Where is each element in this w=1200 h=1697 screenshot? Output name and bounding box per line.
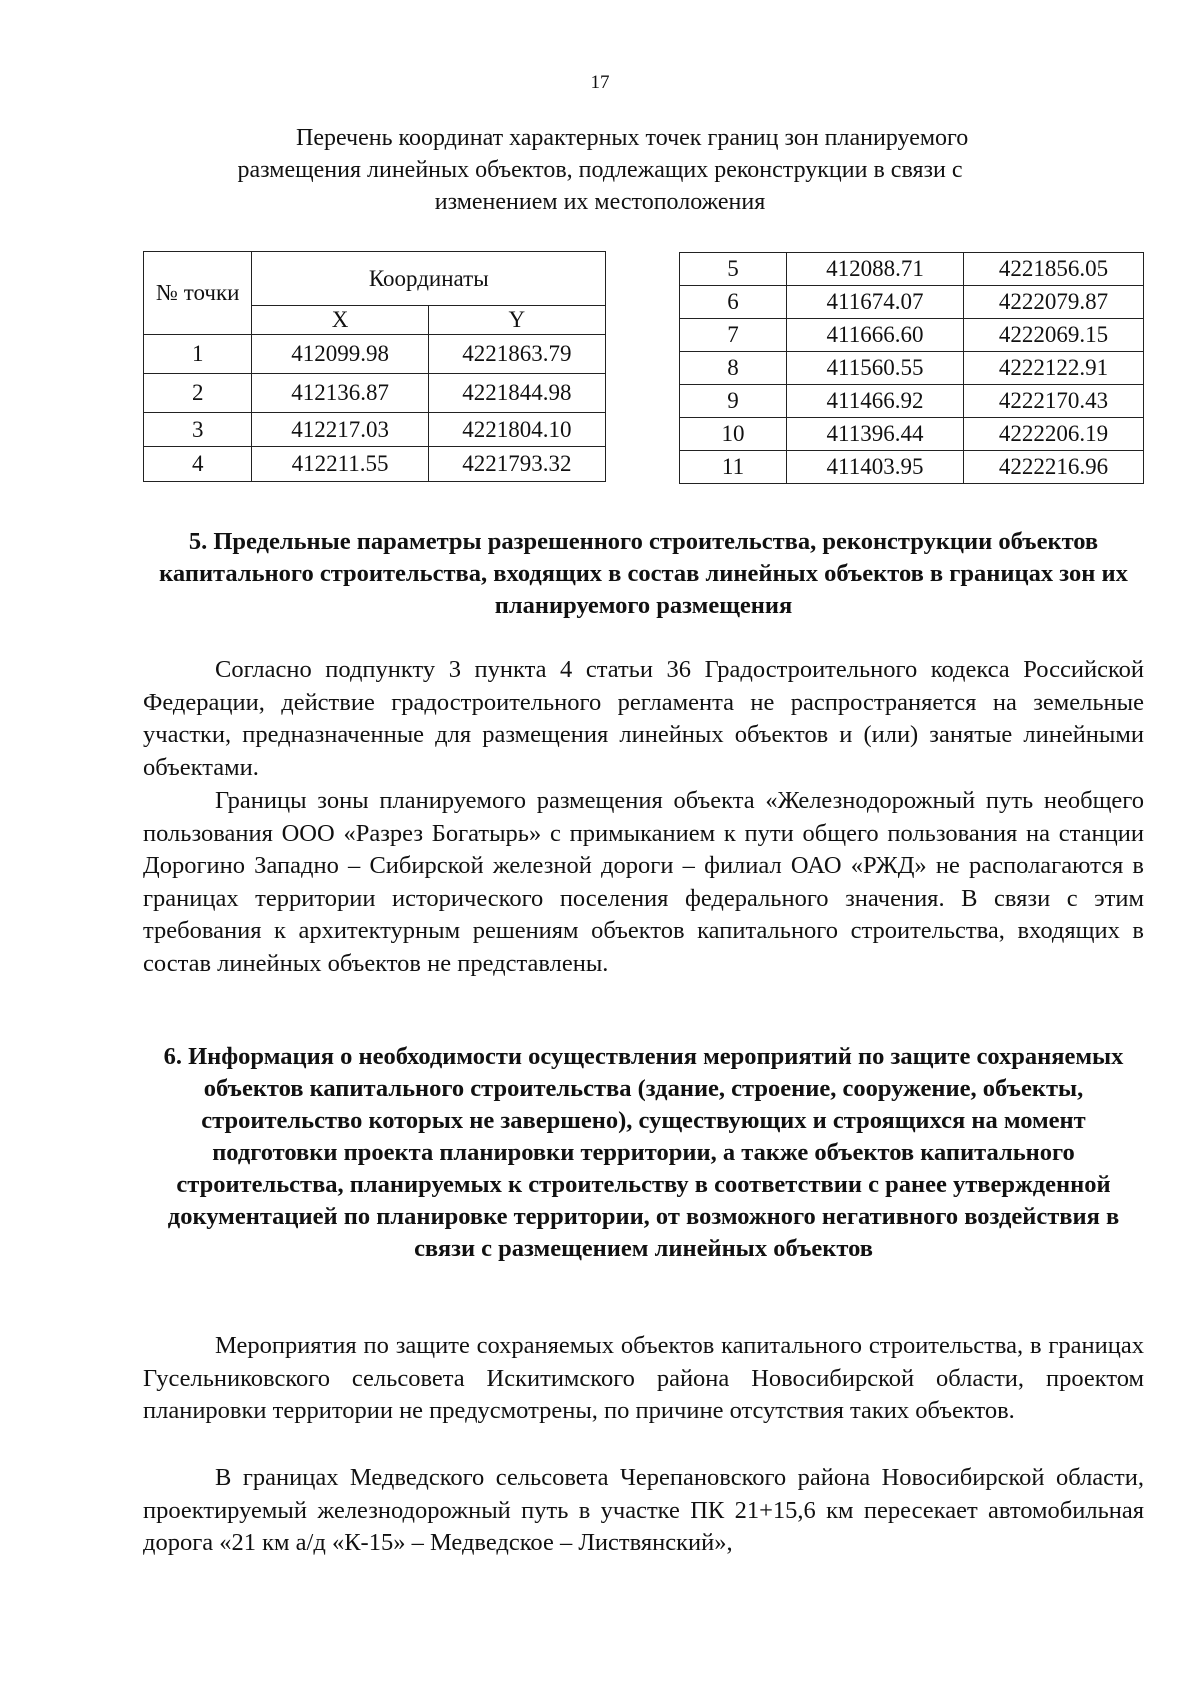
cell-x: 412099.98 [252,335,428,374]
cell-y: 4221793.32 [428,447,605,482]
table-row [680,253,1144,286]
coordinates-table-right [679,252,1144,484]
section-5-heading: 5. Предельные параметры разрешенного строительства, реконструкции объектов капитального строительства, входящих в состав линейных объектов в границах зон их планируемого размещения [159,528,1128,619]
table-row [144,447,606,482]
header-x: X [252,306,428,335]
caption-line-rest: размещения линейных объектов, подлежащих реконструкции в связи с изменением их местоположения [237,157,963,215]
cell-point: 7 [680,319,787,352]
cell-x: 412088.71 [787,253,964,286]
cell-x: 412136.87 [252,374,428,413]
cell-point: 6 [680,286,787,319]
table-row [680,352,1144,385]
cell-y: 4222079.87 [964,286,1144,319]
cell-y: 4221856.05 [964,253,1144,286]
cell-x: 411403.95 [787,451,964,484]
cell-point: 9 [680,385,787,418]
cell-y: 4221863.79 [428,335,605,374]
section-5-paragraph-1: Согласно подпункту 3 пункта 4 статьи 36 Градостроительного кодекса Российской Федерации, действие градостроительного регламента не распространяется на земельные участки, предназначенные для размещения линейных объектов и (или) занятые линейными объектами. [143,656,1144,781]
cell-y: 4221804.10 [428,413,605,447]
cell-point: 3 [144,413,252,447]
table-row [680,451,1144,484]
header-y: Y [428,306,605,335]
table-row [144,413,606,447]
cell-point: 2 [144,374,252,413]
table-row [144,374,606,413]
section-6-heading: 6. Информация о необходимости осуществления мероприятий по защите сохраняемых объектов капитального строительства (здание, строение, сооружение, объекты, строительство которых не завершено), существующих и строящихся на момент подготовки проекта планировки территории, а также объектов капитального строительства, планируемых к строительству в соответствии с ранее утвержденной документацией по планировке территории, от возможного негативного воздействия в связи с размещением линейных объектов [163,1043,1124,1262]
cell-point: 8 [680,352,787,385]
cell-point: 4 [144,447,252,482]
table-caption [200,122,1000,218]
table-row [144,335,606,374]
coordinates-table-left [143,251,606,482]
header-coordinates: Координаты [252,252,606,306]
cell-y: 4222122.91 [964,352,1144,385]
section-6-paragraph-2: В границах Медведского сельсовета Черепановского района Новосибирской области, проектируемый железнодорожный путь в участке ПК 21+15,6 км пересекает автомобильная дорога «21 км а/д «К-15» – Медведское – Листвянский», [143,1464,1144,1556]
cell-x: 411674.07 [787,286,964,319]
header-point-number: № точки [144,252,252,335]
table-row [680,286,1144,319]
cell-x: 412217.03 [252,413,428,447]
cell-x: 411466.92 [787,385,964,418]
cell-point: 1 [144,335,252,374]
cell-x: 411396.44 [787,418,964,451]
cell-y: 4222069.15 [964,319,1144,352]
table-row [680,385,1144,418]
cell-y: 4222216.96 [964,451,1144,484]
cell-y: 4221844.98 [428,374,605,413]
cell-x: 411560.55 [787,352,964,385]
cell-x: 411666.60 [787,319,964,352]
cell-point: 5 [680,253,787,286]
page-number: 17 [590,72,610,93]
table-row [680,418,1144,451]
section-6-paragraph-1: Мероприятия по защите сохраняемых объектов капитального строительства, в границах Гусельниковского сельсовета Искитимского района Новосибирской области, проектом планировки территории не предусмотрены, по причине отсутствия таких объектов. [143,1332,1144,1424]
cell-y: 4222170.43 [964,385,1144,418]
cell-point: 10 [680,418,787,451]
cell-point: 11 [680,451,787,484]
table-row [680,319,1144,352]
section-5-paragraph-2: Границы зоны планируемого размещения объекта «Железнодорожный путь необщего пользования ООО «Разрез Богатырь» с примыканием к пути общего пользования на станции Дорогино Западно – Сибирской железной дороги – филиал ОАО «РЖД» не располагаются в границах территории исторического поселения федерального значения. В связи с этим требования к архитектурным решениям объектов капитального строительства, входящих в состав линейных объектов не представлены. [143,787,1144,977]
cell-y: 4222206.19 [964,418,1144,451]
cell-x: 412211.55 [252,447,428,482]
caption-line-1: Перечень координат характерных точек границ зон планируемого [296,125,969,151]
